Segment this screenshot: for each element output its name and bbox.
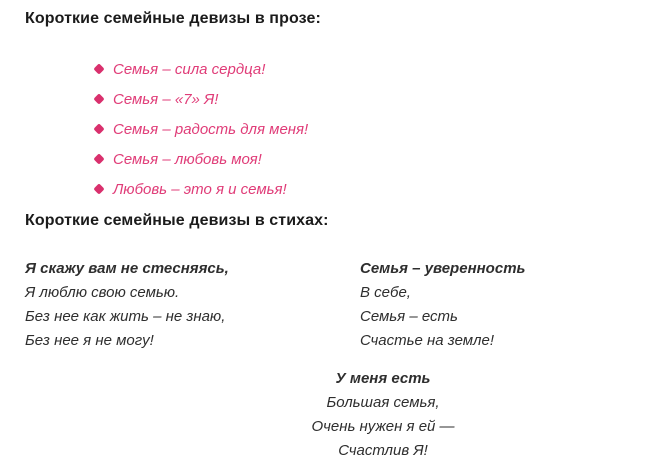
poem-left — [25, 257, 360, 353]
poem-line: Семья – есть — [360, 308, 458, 325]
poem-line: Без нее я не могу! — [25, 332, 154, 349]
poem-title: У меня есть — [335, 370, 431, 387]
poem-line: Я люблю свою семью. — [25, 284, 180, 301]
poems-two-columns — [25, 257, 666, 353]
motto-text: Семья – «7» Я! — [113, 90, 219, 108]
poem-center — [75, 367, 666, 455]
diamond-bullet-icon — [93, 153, 104, 164]
poem-line: В себе, — [360, 284, 411, 301]
diamond-bullet-icon — [93, 123, 104, 134]
poem-right — [360, 257, 666, 353]
motto-text: Семья – любовь моя! — [113, 150, 262, 168]
list-item — [95, 174, 666, 204]
list-item — [95, 54, 666, 84]
poem-line: Счастлив Я! — [338, 442, 428, 455]
list-item — [95, 84, 666, 114]
motto-text: Семья – радость для меня! — [113, 120, 309, 138]
motto-text: Любовь – это я и семья! — [113, 180, 287, 198]
poem-title: Я скажу вам не стесняясь, — [25, 260, 229, 277]
prose-motto-list — [95, 54, 666, 204]
diamond-bullet-icon — [93, 63, 104, 74]
poem-line: Очень нужен я ей — — [311, 418, 455, 435]
poem-line: Без нее как жить – не знаю, — [25, 308, 226, 325]
diamond-bullet-icon — [93, 183, 104, 194]
list-item — [95, 144, 666, 174]
poem-line: Счастье на земле! — [360, 332, 494, 349]
verse-section-heading: Короткие семейные девизы в стихах: — [25, 212, 329, 229]
motto-text: Семья – сила сердца! — [113, 60, 266, 78]
poem-title: Семья – уверенность — [360, 260, 526, 277]
prose-section-heading: Короткие семейные девизы в прозе: — [25, 10, 321, 27]
poem-line: Большая семья, — [326, 394, 440, 411]
diamond-bullet-icon — [93, 93, 104, 104]
list-item — [95, 114, 666, 144]
